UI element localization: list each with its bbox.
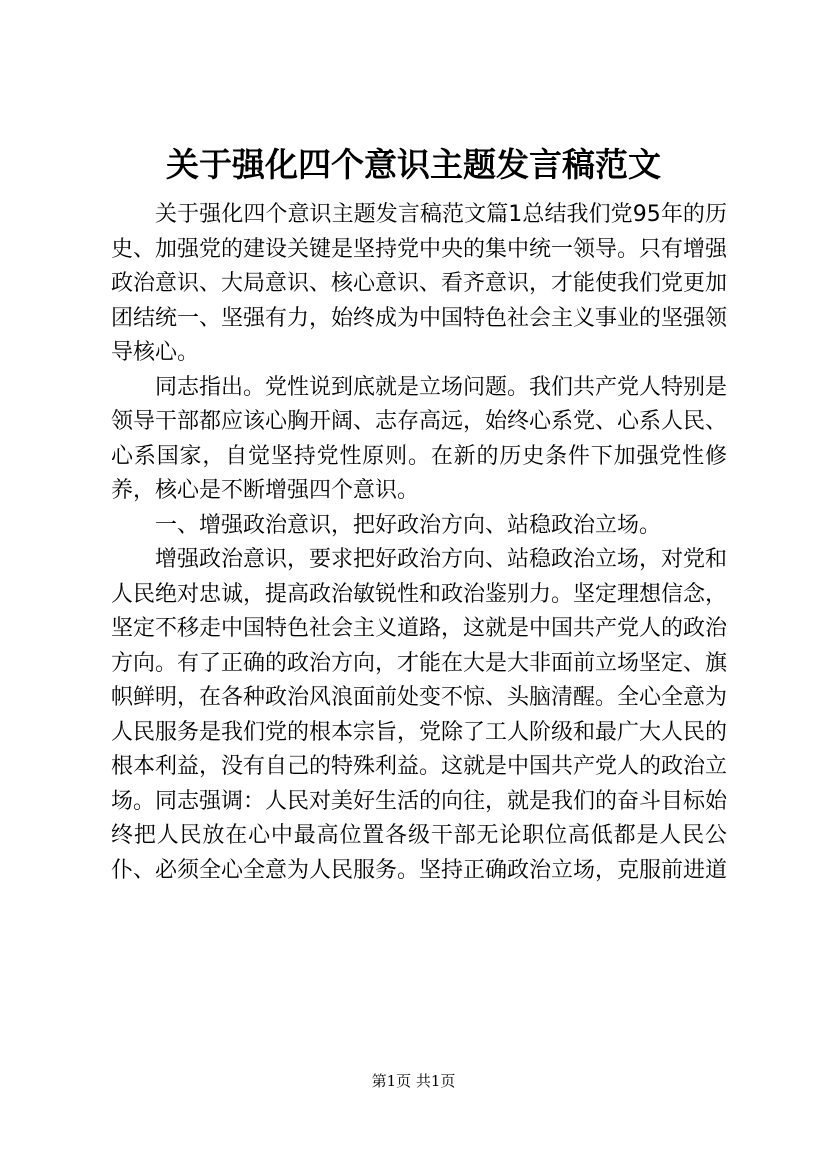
document-body [111, 198, 727, 888]
paragraph-party-spirit: 同志指出。党性说到底就是立场问题。我们共产党人特别是领导干部都应该心胸开阔、志存高远，始终心系党、心系人民、心系国家，自觉坚持党性原则。在新的历史条件下加强党性修养，核心是不断增强四个意识。 [111, 374, 728, 503]
paragraph-political-awareness: 增强政治意识，要求把好政治方向、站稳政治立场，对党和人民绝对忠诚，提高政治敏锐性和政治鉴别力。坚定理想信念，坚定不移走中国特色社会主义道路，这就是中国共产党人的政治方向。有了正确的政治方向，才能在大是大非面前立场坚定、旗帜鲜明，在各种政治风浪面前处变不惊、头脑清醒。全心全意为人民服务是我们党的根本宗旨，党除了工人阶级和最广大人民的根本利益，没有自己的特殊利益。这就是中国共产党人的政治立场。同志强调：人民对美好生活的向往，就是我们的奋斗目标始终把人民放在心中最高位置各级干部无论职位高低都是人民公仆、必须全心全意为人民服务。坚持正确政治立场，克服前进道 [111, 547, 728, 883]
document-title: 关于强化四个意识主题发言稿范文 [166, 145, 661, 184]
page-footer: 第1页 共1页 [371, 1072, 456, 1090]
section-heading-political-awareness: 一、增强政治意识，把好政治方向、站稳政治立场。 [155, 512, 662, 538]
paragraph-intro: 关于强化四个意识主题发言稿范文篇1总结我们党95年的历史、加强党的建设关键是坚持党中央的集中统一领导。只有增强政治意识、大局意识、核心意识、看齐意识，才能使我们党更加团结统一、坚强有力，始终成为中国特色社会主义事业的坚强领导核心。 [111, 202, 728, 365]
